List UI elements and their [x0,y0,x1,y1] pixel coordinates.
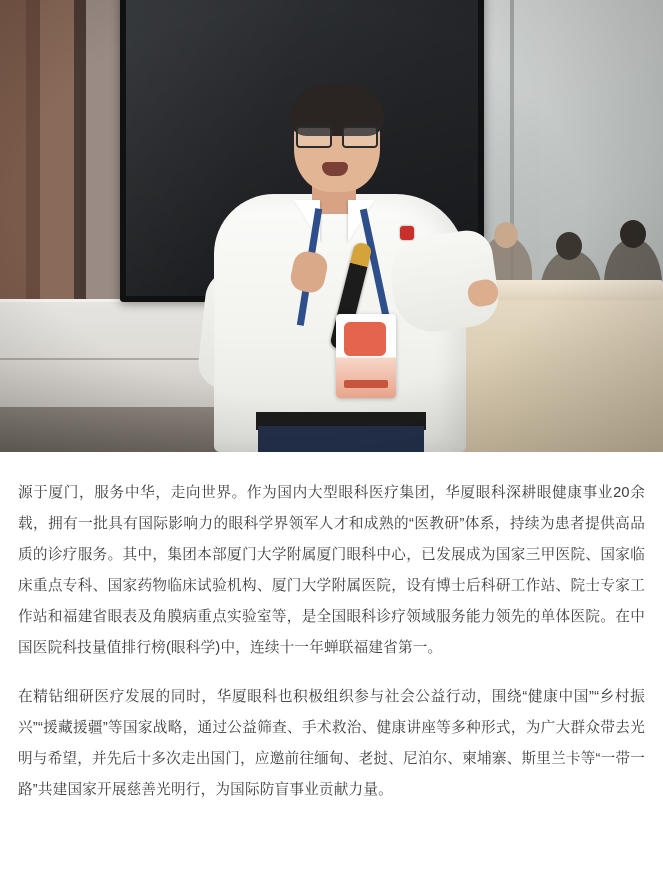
glasses-icon [296,126,378,144]
speaker-mouth [322,162,348,176]
audience-head [556,232,582,260]
audience-head [494,222,518,248]
article-paragraph: 在精钻细研医疗发展的同时，华厦眼科也积极组织参与社会公益行动，围绕“健康中国”“乡村振兴”“援藏援疆”等国家战略，通过公益筛查、手术救治、健康讲座等多种形式，为广大群众带去光明与希望，并先后十多次走出国门，应邀前往缅甸、老挝、尼泊尔、柬埔寨、斯里兰卡等“一带一路”共建国家开展慈善光明行，为国际防盲事业贡献力量。 [18,689,645,798]
article-body [0,452,663,824]
speaker-figure [196,74,486,452]
badge-label-bar [344,380,388,388]
badge-logo-icon [344,322,386,356]
speaker-trousers [258,426,424,452]
name-badge [336,314,396,398]
article-paragraph: 源于厦门，服务中华，走向世界。作为国内大型眼科医疗集团，华厦眼科深耕眼健康事业20余载，拥有一批具有国际影响力的眼科学界领军人才和成熟的“医教研”体系，持续为患者提供高品质的诊疗服务。其中，集团本部厦门大学附属厦门眼科中心，已发展成为国家三甲医院、国家临床重点专科、国家药物临床试验机构、厦门大学附属医院，设有博士后科研工作站、院士专家工作站和福建省眼表及角膜病重点实验室等，是全国眼科诊疗领域服务能力领先的单体医院。在中国医院科技量值排行榜(眼科学)中，连续十一年蝉联福建省第一。 [18,485,645,656]
lapel-pin-icon [400,226,414,240]
audience-head [620,220,646,248]
